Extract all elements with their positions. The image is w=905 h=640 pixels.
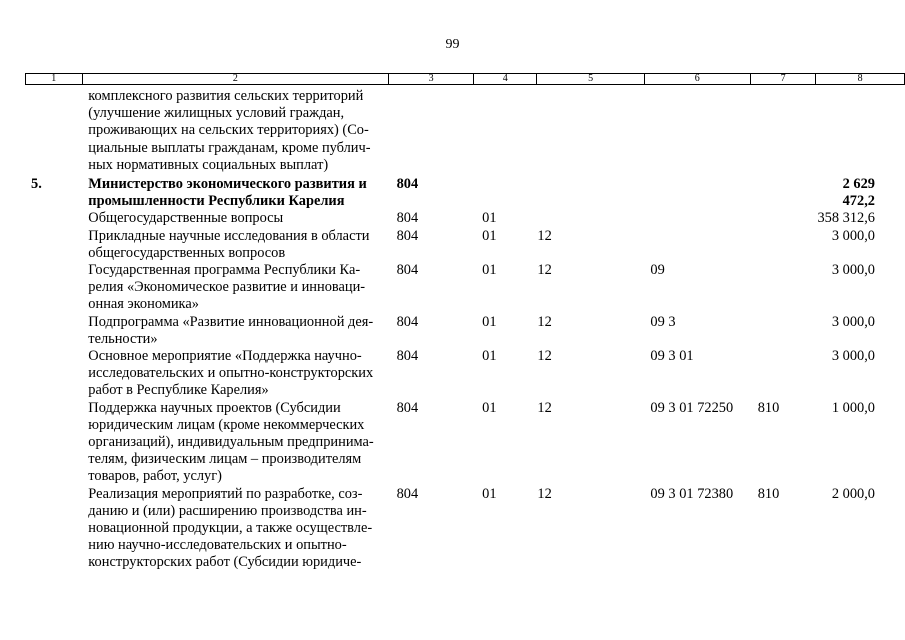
row-target-code: 09 xyxy=(650,262,665,279)
row-subsection-code: 12 xyxy=(537,348,552,365)
table-row xyxy=(25,486,905,572)
row-expense-type xyxy=(750,174,815,210)
row-section-code: 01 xyxy=(482,313,497,330)
row-amount: 1 000,0 xyxy=(831,399,875,416)
row-number xyxy=(25,486,81,572)
row-gr-code: 804 xyxy=(396,227,419,244)
row-subsection-code: 12 xyxy=(537,313,552,330)
row-name: Министерство экономического развития и промышленности Республики Карелия xyxy=(88,176,367,210)
row-target-code xyxy=(643,174,749,210)
row-section-code xyxy=(474,174,537,210)
table-row xyxy=(25,314,905,348)
table-row xyxy=(25,348,905,400)
row-amount: 2 000,0 xyxy=(831,485,875,502)
row-gr-code: 804 xyxy=(396,348,419,365)
row-subsection-code: 12 xyxy=(537,262,552,279)
table-row xyxy=(25,88,905,174)
row-expense-type xyxy=(750,228,815,262)
row-section-code: 01 xyxy=(482,348,497,365)
header-col-6: 6 xyxy=(644,74,750,85)
row-section-code xyxy=(474,88,537,174)
row-subsection-code: 12 xyxy=(537,227,552,244)
row-amount: 3 000,0 xyxy=(831,313,875,330)
row-name: Поддержка научных проектов (Субсидии юридическим лицам (кроме некоммерческих организаций), индивидуальным предпринима- телям, физическим лицам – производителям товаров, работ, услуг) xyxy=(88,399,374,485)
row-expense-type xyxy=(750,314,815,348)
row-gr-code xyxy=(390,88,475,174)
row-gr-code: 804 xyxy=(396,210,419,227)
table-row xyxy=(25,400,905,486)
row-number xyxy=(25,262,81,314)
row-expense-type xyxy=(750,210,815,227)
header-col-1: 1 xyxy=(26,74,83,85)
row-name: Основное мероприятие «Поддержка научно- исследовательских и опытно-конструкторских работ в Республике Карелия» xyxy=(88,348,374,399)
budget-table xyxy=(25,88,905,572)
column-number-header xyxy=(25,73,905,85)
row-expense-type xyxy=(750,262,815,314)
header-col-4: 4 xyxy=(474,74,537,85)
page-number: 99 xyxy=(445,37,460,52)
row-amount: 3 000,0 xyxy=(831,348,875,365)
table-row xyxy=(25,262,905,314)
row-section-code: 01 xyxy=(482,210,497,227)
row-target-code: 09 3 01 72250 xyxy=(650,399,734,416)
row-gr-code: 804 xyxy=(396,485,419,502)
header-col-5: 5 xyxy=(537,74,644,85)
row-section-code: 01 xyxy=(482,262,497,279)
row-section-code: 01 xyxy=(482,227,497,244)
row-subsection-code: 12 xyxy=(537,485,552,502)
row-number xyxy=(25,348,81,400)
row-number: 5. xyxy=(31,176,42,193)
header-col-7: 7 xyxy=(750,74,815,85)
row-subsection-code xyxy=(537,174,643,210)
row-gr-code: 804 xyxy=(396,313,419,330)
row-number xyxy=(25,228,81,262)
row-number xyxy=(25,314,81,348)
row-expense-type: 810 xyxy=(757,485,780,502)
row-amount: 3 000,0 xyxy=(831,262,875,279)
row-expense-type xyxy=(750,348,815,400)
row-expense-type xyxy=(750,88,815,174)
row-target-code: 09 3 01 72380 xyxy=(650,485,734,502)
row-name: Реализация мероприятий по разработке, соз- данию и (или) расширению производства ин- новационной продукции, а также осуществле- нию научно-исследовательских и опытно- конструкторских работ (Субсидии юридиче- xyxy=(88,485,373,571)
table-row xyxy=(25,210,905,227)
row-amount: 3 000,0 xyxy=(831,227,875,244)
row-gr-code: 804 xyxy=(396,399,419,416)
row-target-code xyxy=(643,88,749,174)
row-subsection-code: 12 xyxy=(537,399,552,416)
row-name: Государственная программа Республики Ка- релия «Экономическое развитие и инноваци- онная экономика» xyxy=(88,262,366,313)
row-number xyxy=(25,400,81,486)
row-subsection-code xyxy=(537,210,643,227)
row-section-code: 01 xyxy=(482,399,497,416)
row-expense-type: 810 xyxy=(757,399,780,416)
header-col-8: 8 xyxy=(816,74,905,85)
row-target-code xyxy=(643,228,749,262)
row-number xyxy=(25,210,81,227)
row-name: комплексного развития сельских территорий (улучшение жилищных условий граждан, проживающих на сельских территориях) (Со- циальные выплаты гражданам, кроме публич- ных нормативных социальных выплат) xyxy=(88,88,371,173)
header-col-2: 2 xyxy=(82,74,389,85)
row-amount xyxy=(815,88,905,174)
table-row xyxy=(25,228,905,262)
row-name: Подпрограмма «Развитие инновационной дея- тельности» xyxy=(88,313,374,347)
header-col-3: 3 xyxy=(389,74,474,85)
row-target-code: 09 3 xyxy=(650,313,676,330)
row-target-code: 09 3 01 xyxy=(650,348,694,365)
row-number xyxy=(25,88,81,174)
row-name: Общегосударственные вопросы xyxy=(88,210,284,227)
row-target-code xyxy=(643,210,749,227)
row-amount: 358 312,6 xyxy=(817,210,875,227)
row-amount: 2 629 472,2 xyxy=(842,176,875,210)
row-subsection-code xyxy=(537,88,643,174)
row-section-code: 01 xyxy=(482,485,497,502)
table-row xyxy=(25,174,905,210)
row-gr-code: 804 xyxy=(396,262,419,279)
row-gr-code: 804 xyxy=(396,176,419,193)
row-name: Прикладные научные исследования в области общегосударственных вопросов xyxy=(88,227,370,261)
